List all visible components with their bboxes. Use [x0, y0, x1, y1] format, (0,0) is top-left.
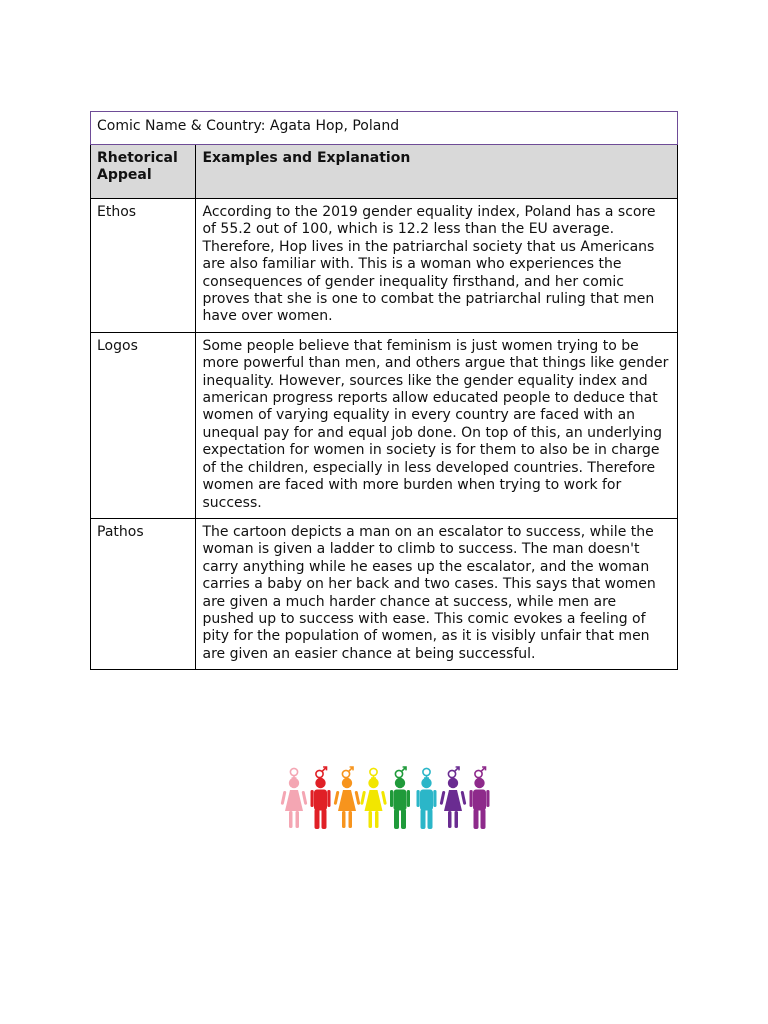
male-symbol-icon: [342, 767, 353, 778]
person-figure-female: [334, 767, 361, 828]
figure-torso: [314, 790, 327, 811]
person-figure-female: [360, 768, 387, 828]
figure-head: [289, 778, 299, 788]
male-symbol-icon: [316, 767, 327, 778]
table-row-ethos: [91, 199, 678, 333]
appeal-explanation: The cartoon depicts a man on an escalator to success, while the woman is given a ladder to climb to success. The man doesn't carry anything while he eases up the escalator, and the woman carries a baby on her back and two cases. This says that women are given a much harder chance at success, while men are pushed up to success with ease. This comic evokes a feeling of pity for the population of women, as it is visibly unfair that men are given an easier chance at being successful.: [196, 518, 678, 669]
male-symbol-icon: [448, 767, 459, 778]
figure-head: [421, 778, 431, 788]
gender-figures-illustration: [280, 766, 490, 832]
person-figure-male: [417, 768, 437, 829]
male-symbol-icon: [395, 767, 406, 778]
figure-dress: [444, 790, 462, 811]
figure-head: [368, 778, 378, 788]
figure-dress: [285, 790, 303, 811]
figure-head: [448, 778, 458, 788]
figure-torso: [394, 790, 407, 811]
person-figure-male: [470, 767, 490, 829]
table-title: Comic Name & Country: Agata Hop, Poland: [91, 112, 678, 145]
table-header-row: [91, 145, 678, 199]
header-rhetorical-appeal: Rhetorical Appeal: [91, 145, 196, 199]
appeal-label: Pathos: [91, 518, 196, 669]
person-figure-male: [311, 767, 331, 829]
figure-dress: [338, 790, 356, 811]
table-row-pathos: [91, 518, 678, 669]
rhetorical-analysis-table: [90, 111, 678, 670]
figure-head: [342, 778, 352, 788]
figure-torso: [420, 790, 433, 811]
table-title-row: [91, 112, 678, 145]
appeal-explanation: Some people believe that feminism is just women trying to be more powerful than men, and others argue that things like gender inequality. However, sources like the gender equality index and american progress reports allow educated people to deduce that women of varying equality in every country are faced with an unequal pay for and equal job done. On top of this, an underlying expectation for women in society is for them to also be in charge of the children, especially in less developed countries. Therefore women are faced with more burden when trying to work for success.: [196, 332, 678, 518]
person-figure-male: [390, 767, 410, 829]
appeal-explanation: According to the 2019 gender equality index, Poland has a score of 55.2 out of 100, which is 12.2 less than the EU average. Therefore, Hop lives in the patriarchal society that us Americans are also familiar with. This is a woman who experiences the consequences of gender inequality firsthand, and her comic proves that she is one to combat the patriarchal ruling that men have over women.: [196, 199, 678, 333]
figure-head: [474, 778, 484, 788]
figure-head: [395, 778, 405, 788]
figure-torso: [473, 790, 486, 811]
header-examples-explanation: Examples and Explanation: [196, 145, 678, 199]
figure-dress: [365, 790, 383, 811]
appeal-label: Logos: [91, 332, 196, 518]
table-row-logos: [91, 332, 678, 518]
male-symbol-icon: [475, 767, 486, 778]
appeal-label: Ethos: [91, 199, 196, 333]
person-figure-female: [440, 767, 467, 828]
figure-head: [315, 778, 325, 788]
person-figure-female: [281, 768, 308, 828]
